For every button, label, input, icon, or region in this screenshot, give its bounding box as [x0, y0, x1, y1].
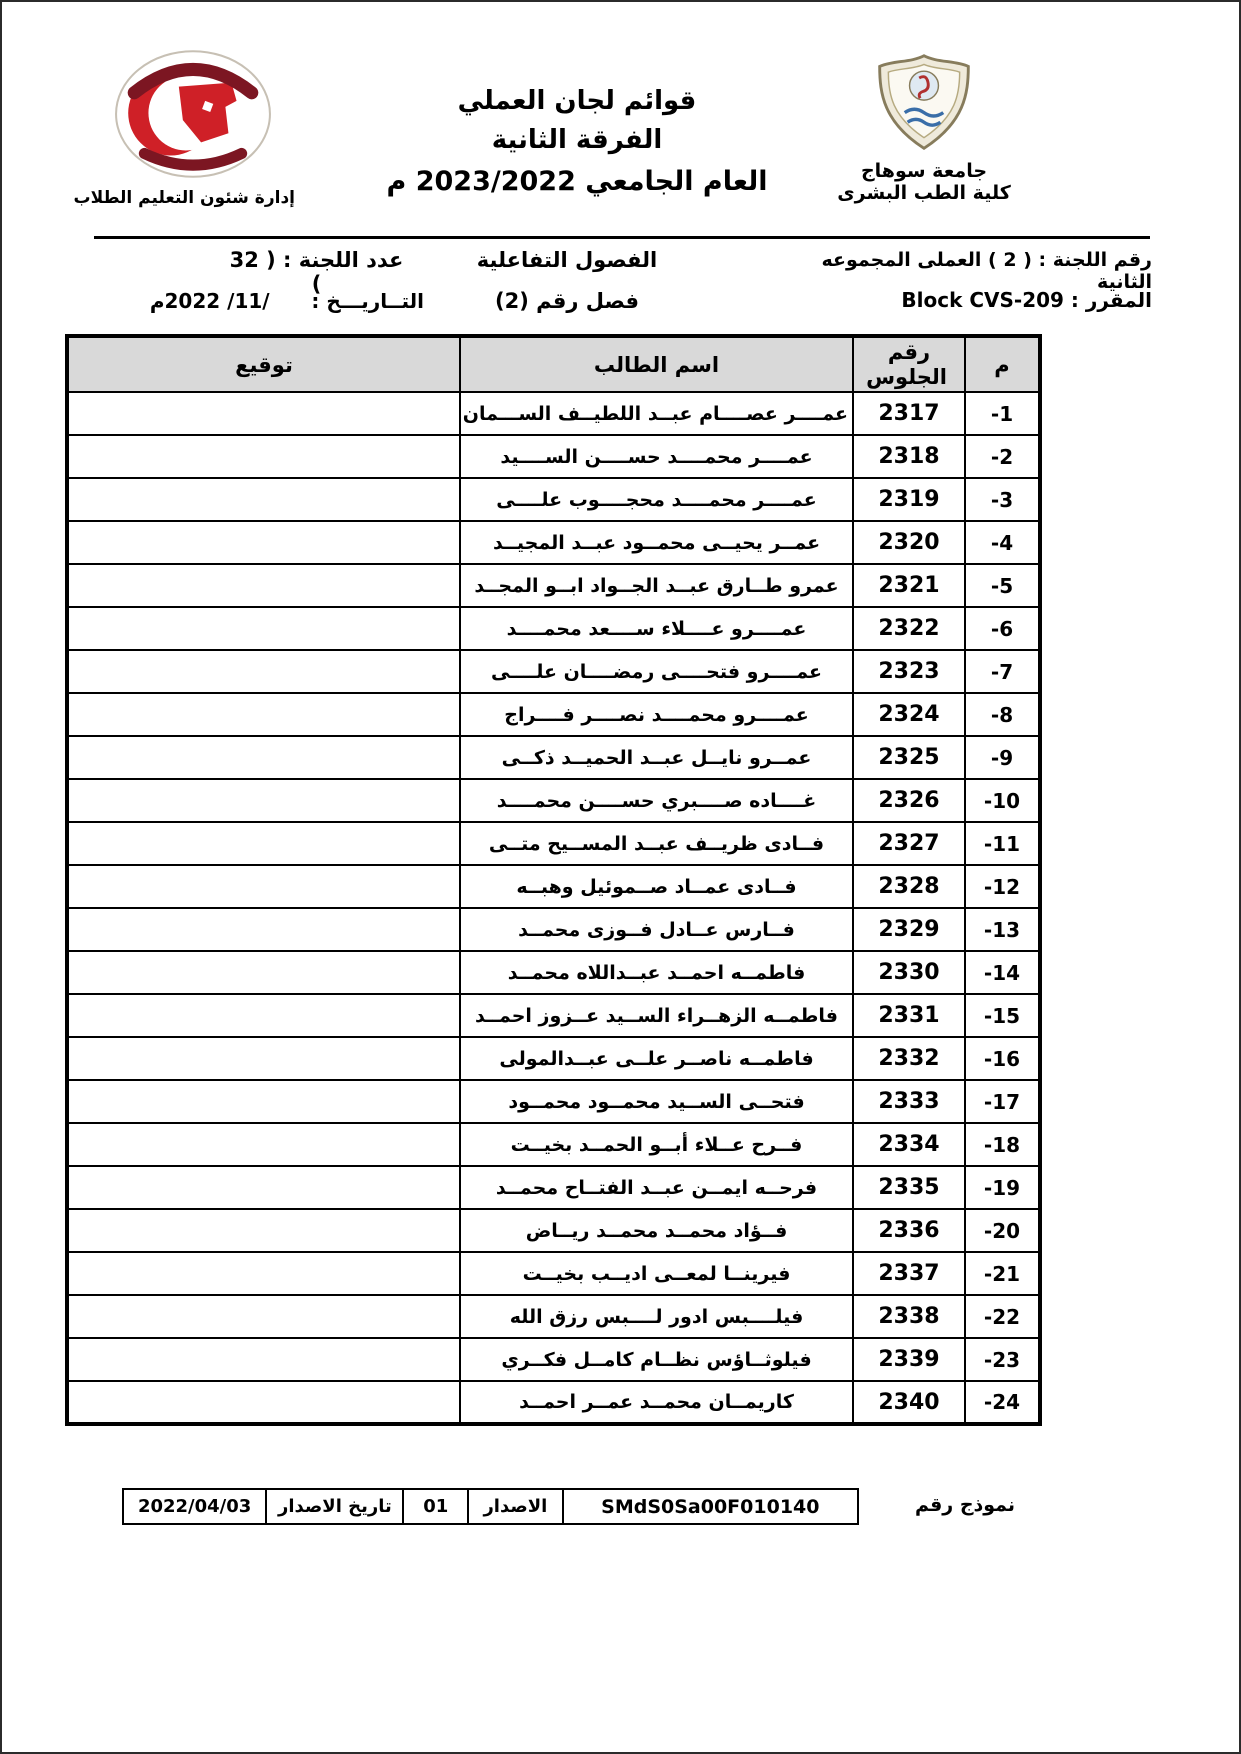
classes-type-label: الفصول التفاعلية: [476, 248, 658, 272]
seat-number: 2332: [853, 1037, 965, 1080]
issue-number: 01: [402, 1490, 467, 1523]
student-name: فــارس عــادل فــوزى محمــد: [460, 908, 853, 951]
issue-date-label: تاريخ الاصدار: [265, 1490, 402, 1523]
seat-number: 2333: [853, 1080, 965, 1123]
form-code: SMdS0Sa00F010140: [562, 1490, 857, 1523]
committee-count-label: عدد اللجنة : ( 32 ): [229, 248, 404, 296]
student-row: [67, 1037, 1040, 1080]
faculty-name: كلية الطب البشرى: [837, 182, 1011, 204]
student-row: [67, 865, 1040, 908]
row-index: -6: [965, 607, 1040, 650]
student-name: عمــــر محمــــد حســــن الســــيد: [460, 435, 853, 478]
academic-year-title: العام الجامعي 2023/2022 م: [386, 166, 768, 197]
university-logo-block: [822, 52, 1026, 204]
admin-logo-block: [73, 48, 295, 208]
row-index: -15: [965, 994, 1040, 1037]
student-name: فيلــــبس ادور لــــبس رزق الله: [460, 1295, 853, 1338]
student-row: [67, 650, 1040, 693]
student-row: [67, 908, 1040, 951]
student-name: فاطمــه الزهــراء الســيد عــزوز احمــد: [460, 994, 853, 1037]
seat-number: 2340: [853, 1381, 965, 1424]
signature-cell: [67, 1252, 460, 1295]
row-index: -18: [965, 1123, 1040, 1166]
signature-cell: [67, 435, 460, 478]
seat-number: 2339: [853, 1338, 965, 1381]
row-index: -10: [965, 779, 1040, 822]
student-name: كاريمــان محمــد عمــر احمــد: [460, 1381, 853, 1424]
header-divider: [94, 236, 1150, 239]
issue-date-value: 2022/04/03: [137, 1496, 252, 1517]
student-row: [67, 478, 1040, 521]
student-row: [67, 994, 1040, 1037]
seat-number: 2327: [853, 822, 965, 865]
row-index: -3: [965, 478, 1040, 521]
signature-cell: [67, 693, 460, 736]
seat-number: 2324: [853, 693, 965, 736]
signature-cell: [67, 951, 460, 994]
student-row: [67, 779, 1040, 822]
seat-number: 2323: [853, 650, 965, 693]
student-name: عمــــر عصــــام عبــد اللطيــف الســـمان: [460, 392, 853, 435]
header-index: م: [965, 336, 1040, 392]
student-name: عمــرو نايــل عبــد الحميــد ذكــى: [460, 736, 853, 779]
seat-number: 2330: [853, 951, 965, 994]
signature-cell: [67, 650, 460, 693]
row-index: -22: [965, 1295, 1040, 1338]
student-row: [67, 392, 1040, 435]
student-name: فتحــى الســيد محمــود محمــود: [460, 1080, 853, 1123]
student-row: [67, 521, 1040, 564]
student-row: [67, 607, 1040, 650]
student-row: [67, 1252, 1040, 1295]
date-label: التــاريـــخ : /11/ 2022م: [149, 289, 424, 313]
student-name: فاطمــه ناصــر علــى عبــدالمولى: [460, 1037, 853, 1080]
seat-number: 2331: [853, 994, 965, 1037]
student-row: [67, 951, 1040, 994]
signature-cell: [67, 607, 460, 650]
seat-number: 2326: [853, 779, 965, 822]
signature-cell: [67, 1166, 460, 1209]
signature-cell: [67, 564, 460, 607]
student-name: فــادى ظريــف عبــد المســيح متــى: [460, 822, 853, 865]
row-index: -12: [965, 865, 1040, 908]
signature-cell: [67, 1037, 460, 1080]
class-number-label: فصل رقم (2): [495, 289, 639, 313]
signature-cell: [67, 1080, 460, 1123]
student-row: [67, 1209, 1040, 1252]
row-index: -17: [965, 1080, 1040, 1123]
signature-cell: [67, 1209, 460, 1252]
title-block: [370, 86, 784, 197]
row-index: -1: [965, 392, 1040, 435]
grade-title: الفرقة الثانية: [491, 125, 663, 155]
signature-cell: [67, 1338, 460, 1381]
signature-cell: [67, 865, 460, 908]
issue-label: الاصدار: [467, 1490, 561, 1523]
row-index: -4: [965, 521, 1040, 564]
table-header-row: [67, 336, 1040, 392]
student-name: فيلوثــاؤس نظــام كامــل فكــري: [460, 1338, 853, 1381]
row-index: -23: [965, 1338, 1040, 1381]
course-label: المقرر : Block CVS-209: [901, 288, 1152, 312]
signature-cell: [67, 521, 460, 564]
signature-cell: [67, 822, 460, 865]
student-name: غــــاده صــــبري حســــن محمــــد: [460, 779, 853, 822]
footer-box: [122, 1488, 859, 1525]
seat-number: 2318: [853, 435, 965, 478]
sohag-university-emblem-icon: [871, 52, 977, 154]
header-student-name: اسم الطالب: [460, 336, 853, 392]
row-index: -14: [965, 951, 1040, 994]
student-row: [67, 1381, 1040, 1424]
header-signature: توقيع: [67, 336, 460, 392]
student-row: [67, 822, 1040, 865]
student-row: [67, 1166, 1040, 1209]
signature-cell: [67, 736, 460, 779]
student-name: عمــــرو فتحــــى رمضــــان علــــى: [460, 650, 853, 693]
signature-cell: [67, 908, 460, 951]
seat-number: 2328: [853, 865, 965, 908]
seat-number: 2336: [853, 1209, 965, 1252]
signature-cell: [67, 1381, 460, 1424]
student-name: عمرو طــارق عبــد الجــواد ابــو المجــد: [460, 564, 853, 607]
seat-number: 2329: [853, 908, 965, 951]
form-number-label: نموذج رقم: [914, 1494, 1016, 1516]
row-index: -24: [965, 1381, 1040, 1424]
seat-number: 2338: [853, 1295, 965, 1338]
student-row: [67, 693, 1040, 736]
student-name: فيرينــا لمعــى اديــب بخيــت: [460, 1252, 853, 1295]
row-index: -2: [965, 435, 1040, 478]
student-name: عمــــرو محمــــد نصــــر فــــراج: [460, 693, 853, 736]
medical-education-admin-logo-icon: [112, 48, 274, 180]
header-seat-number-label: رقم الجلوس: [866, 339, 947, 389]
row-index: -16: [965, 1037, 1040, 1080]
seat-number: 2334: [853, 1123, 965, 1166]
university-name: جامعة سوهاج: [860, 160, 988, 182]
committee-number-label: رقم اللجنة : ( 2 ) العملى المجموعه الثانية: [821, 249, 1152, 293]
row-index: -20: [965, 1209, 1040, 1252]
seat-number: 2325: [853, 736, 965, 779]
student-name: عمــــرو عــــلاء ســــعد محمــــد: [460, 607, 853, 650]
row-index: -19: [965, 1166, 1040, 1209]
seat-number: 2321: [853, 564, 965, 607]
student-name: عمــر يحيــى محمــود عبــد المجيــد: [460, 521, 853, 564]
student-row: [67, 736, 1040, 779]
row-index: -5: [965, 564, 1040, 607]
seat-number: 2317: [853, 392, 965, 435]
student-name: فرحــه ايمــن عبــد الفتــاح محمــد: [460, 1166, 853, 1209]
row-index: -7: [965, 650, 1040, 693]
row-index: -9: [965, 736, 1040, 779]
signature-cell: [67, 779, 460, 822]
signature-cell: [67, 478, 460, 521]
row-index: -11: [965, 822, 1040, 865]
seat-number: 2337: [853, 1252, 965, 1295]
row-index: -8: [965, 693, 1040, 736]
seat-number: 2319: [853, 478, 965, 521]
student-row: [67, 564, 1040, 607]
signature-cell: [67, 1123, 460, 1166]
table-body: [67, 392, 1040, 1424]
admin-caption: إدارة شئون التعليم الطلاب: [73, 188, 295, 208]
seat-number: 2335: [853, 1166, 965, 1209]
student-row: [67, 1295, 1040, 1338]
student-row: [67, 1080, 1040, 1123]
student-name: فاطمــه احمــد عبــداللاه محمــد: [460, 951, 853, 994]
signature-cell: [67, 994, 460, 1037]
seat-number: 2320: [853, 521, 965, 564]
signature-cell: [67, 392, 460, 435]
row-index: -21: [965, 1252, 1040, 1295]
student-name: عمــــر محمــــد محجــــوب علــــى: [460, 478, 853, 521]
student-row: [67, 1123, 1040, 1166]
header-seat-number: [853, 336, 965, 392]
student-row: [67, 1338, 1040, 1381]
signature-cell: [67, 1295, 460, 1338]
seat-number: 2322: [853, 607, 965, 650]
student-name: فــادى عمــاد صــموئيل وهبــه: [460, 865, 853, 908]
student-row: [67, 435, 1040, 478]
document-title: قوائم لجان العملي: [457, 86, 697, 116]
student-name: فــؤاد محمــد محمــد ريــاض: [460, 1209, 853, 1252]
student-roster-table: [65, 334, 1042, 1426]
row-index: -13: [965, 908, 1040, 951]
student-name: فــرح عــلاء أبــو الحمــد بخيــت: [460, 1123, 853, 1166]
